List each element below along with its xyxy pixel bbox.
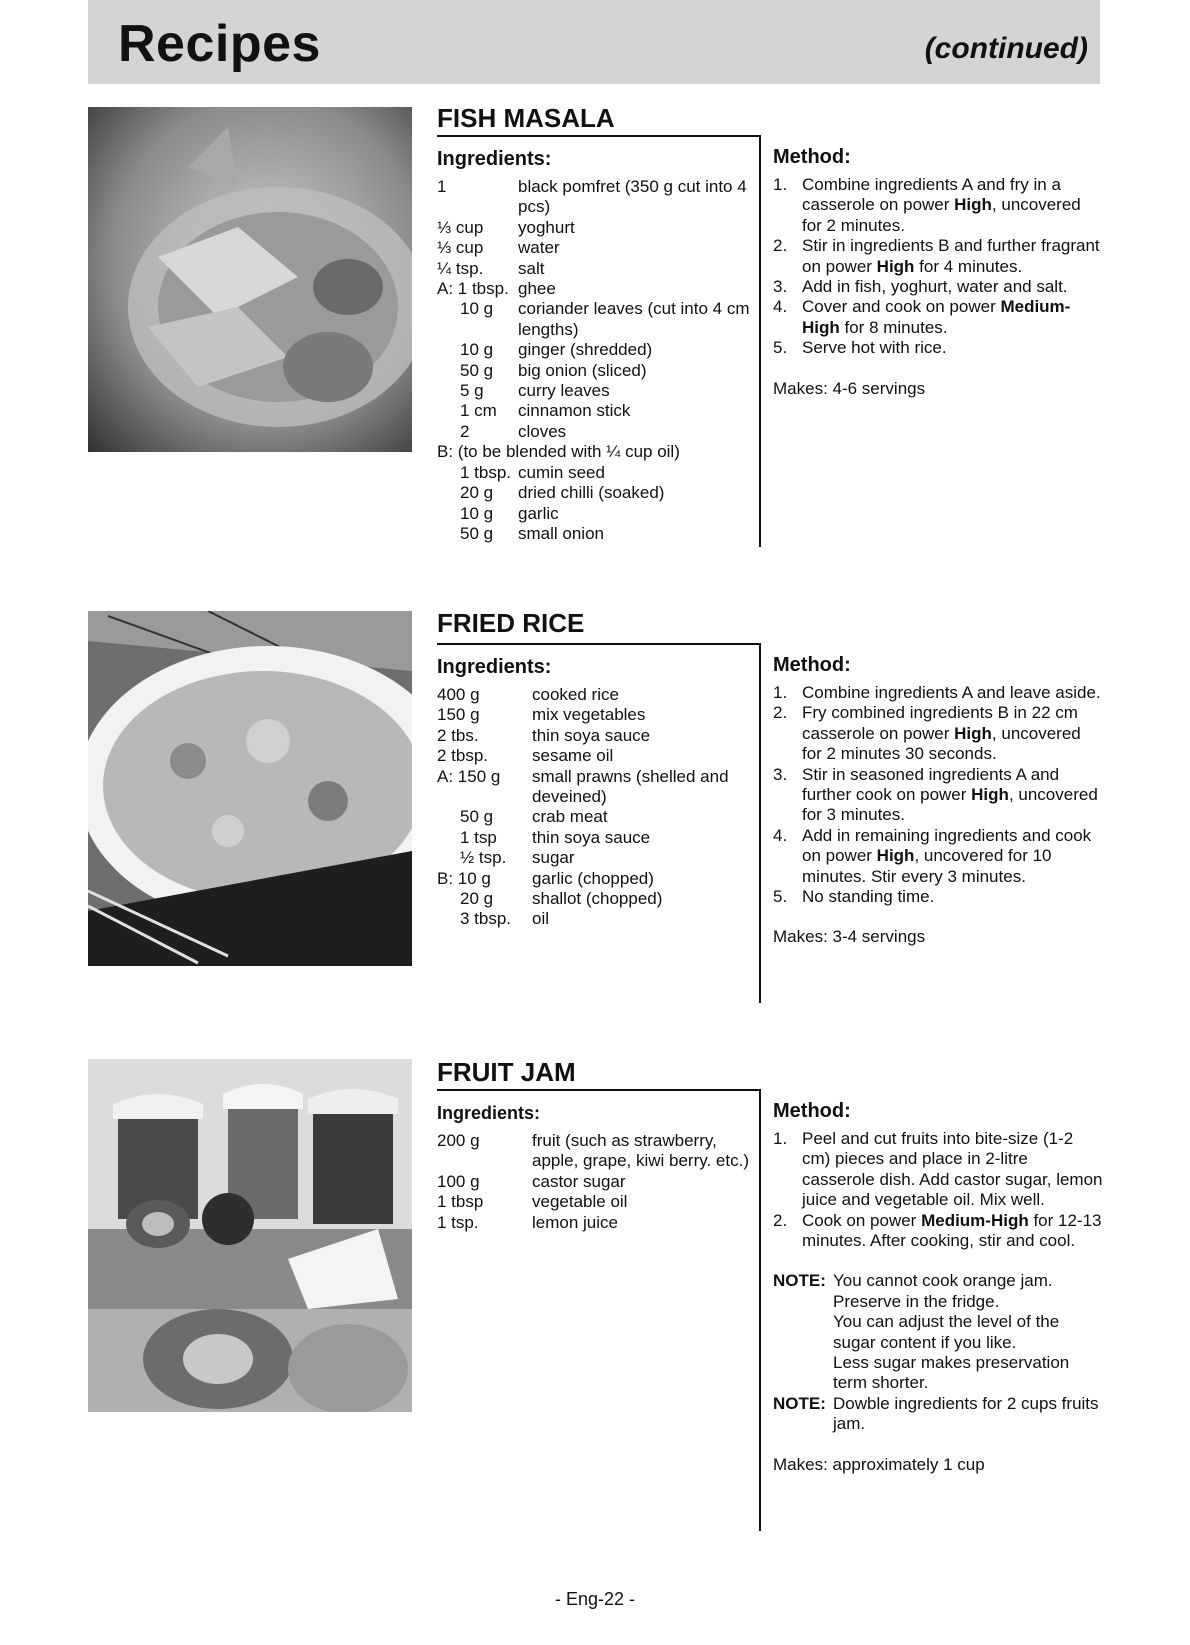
- step-number: 2.: [773, 703, 788, 723]
- method-step: [773, 703, 1103, 764]
- step-number: 2.: [773, 236, 788, 256]
- ingredient-row: 1 black pomfret (350 g cut into 4 pcs): [437, 177, 747, 217]
- method-step: [773, 175, 1103, 236]
- step-number: 4.: [773, 825, 788, 845]
- note-label: NOTE:: [773, 1271, 826, 1291]
- ingredient-row: B: 10 g garlic (chopped): [437, 868, 654, 888]
- makes-servings: Makes: 3-4 servings: [773, 927, 926, 947]
- step-number: 3.: [773, 277, 788, 297]
- ingredient-row: 50 g small onion: [460, 523, 604, 543]
- ingredient-group-label: B: (to be blended with ¼ cup oil): [437, 442, 680, 462]
- page-title: Recipes: [118, 15, 321, 73]
- notes: [773, 1271, 1103, 1434]
- method-steps: [773, 1129, 1103, 1251]
- step-text: Fry combined ingredients B in 22 cm casserole on power High, uncovered for 2 minutes 30 seconds.: [802, 703, 1081, 764]
- ingredient-row: 10 g ginger (shredded): [460, 340, 653, 360]
- step-number: 4.: [773, 297, 788, 317]
- fruit-jam-photo: [88, 1059, 412, 1412]
- method-step: [773, 1129, 1103, 1211]
- ingredient-row: 1 cm cinnamon stick: [460, 401, 631, 421]
- ingredient-row: 3 tbsp. oil: [460, 909, 550, 929]
- continued-label: (continued): [924, 32, 1088, 65]
- step-number: 1.: [773, 1129, 788, 1148]
- step-text: No standing time.: [802, 887, 935, 907]
- step-number: 2.: [773, 1210, 788, 1230]
- ingredient-row: 5 g curry leaves: [460, 381, 610, 401]
- ingredient-row: 1 tsp. lemon juice: [437, 1212, 618, 1232]
- page-number: - Eng-22 -: [554, 1589, 636, 1609]
- method-step: [773, 683, 1103, 703]
- recipe-title: FISH MASALA: [437, 103, 615, 133]
- step-text: Cover and cook on power Medium-High for 8 minutes.: [802, 297, 1071, 337]
- method-heading: Method:: [773, 1100, 851, 1122]
- method-step: [773, 826, 1103, 887]
- ingredient-row: 200 g fruit (such as strawberry, apple, grape, kiwi berry. etc.): [437, 1131, 749, 1171]
- step-text: Stir in seasoned ingredients A and further cook on power High, uncovered for 3 minutes.: [802, 764, 1098, 825]
- note-text: You cannot cook orange jam. Preserve in the fridge. You can adjust the level of the sugar content if you like. Less sugar makes preservation term shorter.: [833, 1271, 1070, 1393]
- ingredients-heading: Ingredients:: [437, 148, 552, 170]
- note: [773, 1271, 1103, 1393]
- ingredient-row: 50 g big onion (sliced): [460, 360, 647, 380]
- method-heading: Method:: [773, 146, 851, 168]
- ingredient-row: A: 150 g small prawns (shelled and deveined): [437, 766, 729, 807]
- recipe-title: FRUIT JAM: [437, 1057, 576, 1087]
- step-text: Peel and cut fruits into bite-size (1-2 cm) pieces and place in 2-litre casserole dish. Add castor sugar, lemon juice and vegetable oil. Mix well.: [802, 1129, 1103, 1210]
- step-text: Add in remaining ingredients and cook on power High, uncovered for 10 minutes. Stir every 3 minutes.: [802, 825, 1092, 886]
- ingredient-row: 2 tbsp. sesame oil: [437, 746, 614, 766]
- ingredient-row: ½ tsp. sugar: [460, 848, 575, 868]
- fish-masala-ingredients: [437, 135, 761, 547]
- method-step: [773, 887, 1103, 907]
- method-step: [773, 765, 1103, 826]
- method-heading: Method:: [773, 654, 851, 676]
- ingredient-row: 100 g castor sugar: [437, 1171, 626, 1191]
- ingredient-row: 10 g coriander leaves (cut into 4 cm lengths): [460, 299, 750, 339]
- step-number: 5.: [773, 887, 788, 907]
- method-step: [773, 297, 1103, 338]
- ingredient-row: A: 1 tbsp. ghee: [437, 279, 556, 299]
- ingredient-row: 1 tbsp. cumin seed: [460, 462, 605, 482]
- note-text: Dowble ingredients for 2 cups fruits jam.: [833, 1393, 1099, 1434]
- fried-rice-photo: [88, 611, 412, 966]
- ingredient-row: ⅓ cup water: [437, 238, 560, 258]
- step-number: 1.: [773, 175, 788, 194]
- makes-servings: Makes: approximately 1 cup: [773, 1454, 985, 1474]
- step-text: Serve hot with rice.: [802, 338, 947, 358]
- ingredient-row: 20 g shallot (chopped): [460, 889, 663, 909]
- ingredient-row: 20 g dried chilli (soaked): [460, 483, 665, 503]
- makes-servings: Makes: 4-6 servings: [773, 378, 926, 398]
- step-text: Combine ingredients A and leave aside.: [802, 683, 1101, 702]
- fish-masala-method: [773, 135, 1103, 399]
- ingredient-row: 2 tbs. thin soya sauce: [437, 725, 651, 745]
- step-number: 3.: [773, 764, 788, 784]
- ingredient-row: ¼ tsp. salt: [437, 258, 545, 278]
- ingredient-row: 400 g cooked rice: [437, 685, 619, 704]
- method-steps: [773, 683, 1103, 907]
- ingredient-row: 150 g mix vegetables: [437, 705, 646, 725]
- fruit-jam-method: [773, 1089, 1103, 1475]
- step-text: Combine ingredients A and fry in a casserole on power High, uncovered for 2 minutes.: [802, 175, 1081, 235]
- ingredients-heading: Ingredients:: [437, 656, 552, 678]
- method-step: [773, 277, 1103, 297]
- method-steps: [773, 175, 1103, 359]
- note-label: NOTE:: [773, 1393, 826, 1413]
- ingredient-row: 10 g garlic: [460, 503, 559, 523]
- step-text: Stir in ingredients B and further fragrant on power High for 4 minutes.: [802, 236, 1100, 276]
- ingredient-row: 1 tbsp vegetable oil: [437, 1192, 628, 1212]
- step-text: Cook on power Medium-High for 12-13 minutes. After cooking, stir and cool.: [802, 1210, 1102, 1251]
- method-step: [773, 1211, 1103, 1252]
- step-number: 5.: [773, 338, 788, 358]
- step-text: Add in fish, yoghurt, water and salt.: [802, 277, 1068, 297]
- fish-masala-photo: [88, 107, 412, 452]
- recipe-title: FRIED RICE: [437, 608, 585, 638]
- method-step: [773, 338, 1103, 358]
- step-number: 1.: [773, 683, 788, 702]
- ingredient-row: 1 tsp thin soya sauce: [460, 827, 651, 847]
- ingredient-row: 2 cloves: [460, 421, 567, 441]
- note: [773, 1394, 1103, 1435]
- fruit-jam-ingredients: [437, 1089, 761, 1531]
- ingredients-heading: Ingredients:: [437, 1103, 541, 1123]
- fried-rice-method: [773, 643, 1103, 948]
- page-header: [88, 0, 1100, 84]
- ingredient-row: 50 g crab meat: [460, 807, 608, 827]
- method-step: [773, 236, 1103, 277]
- ingredient-row: ⅓ cup yoghurt: [437, 217, 575, 237]
- fried-rice-ingredients: [437, 643, 761, 1003]
